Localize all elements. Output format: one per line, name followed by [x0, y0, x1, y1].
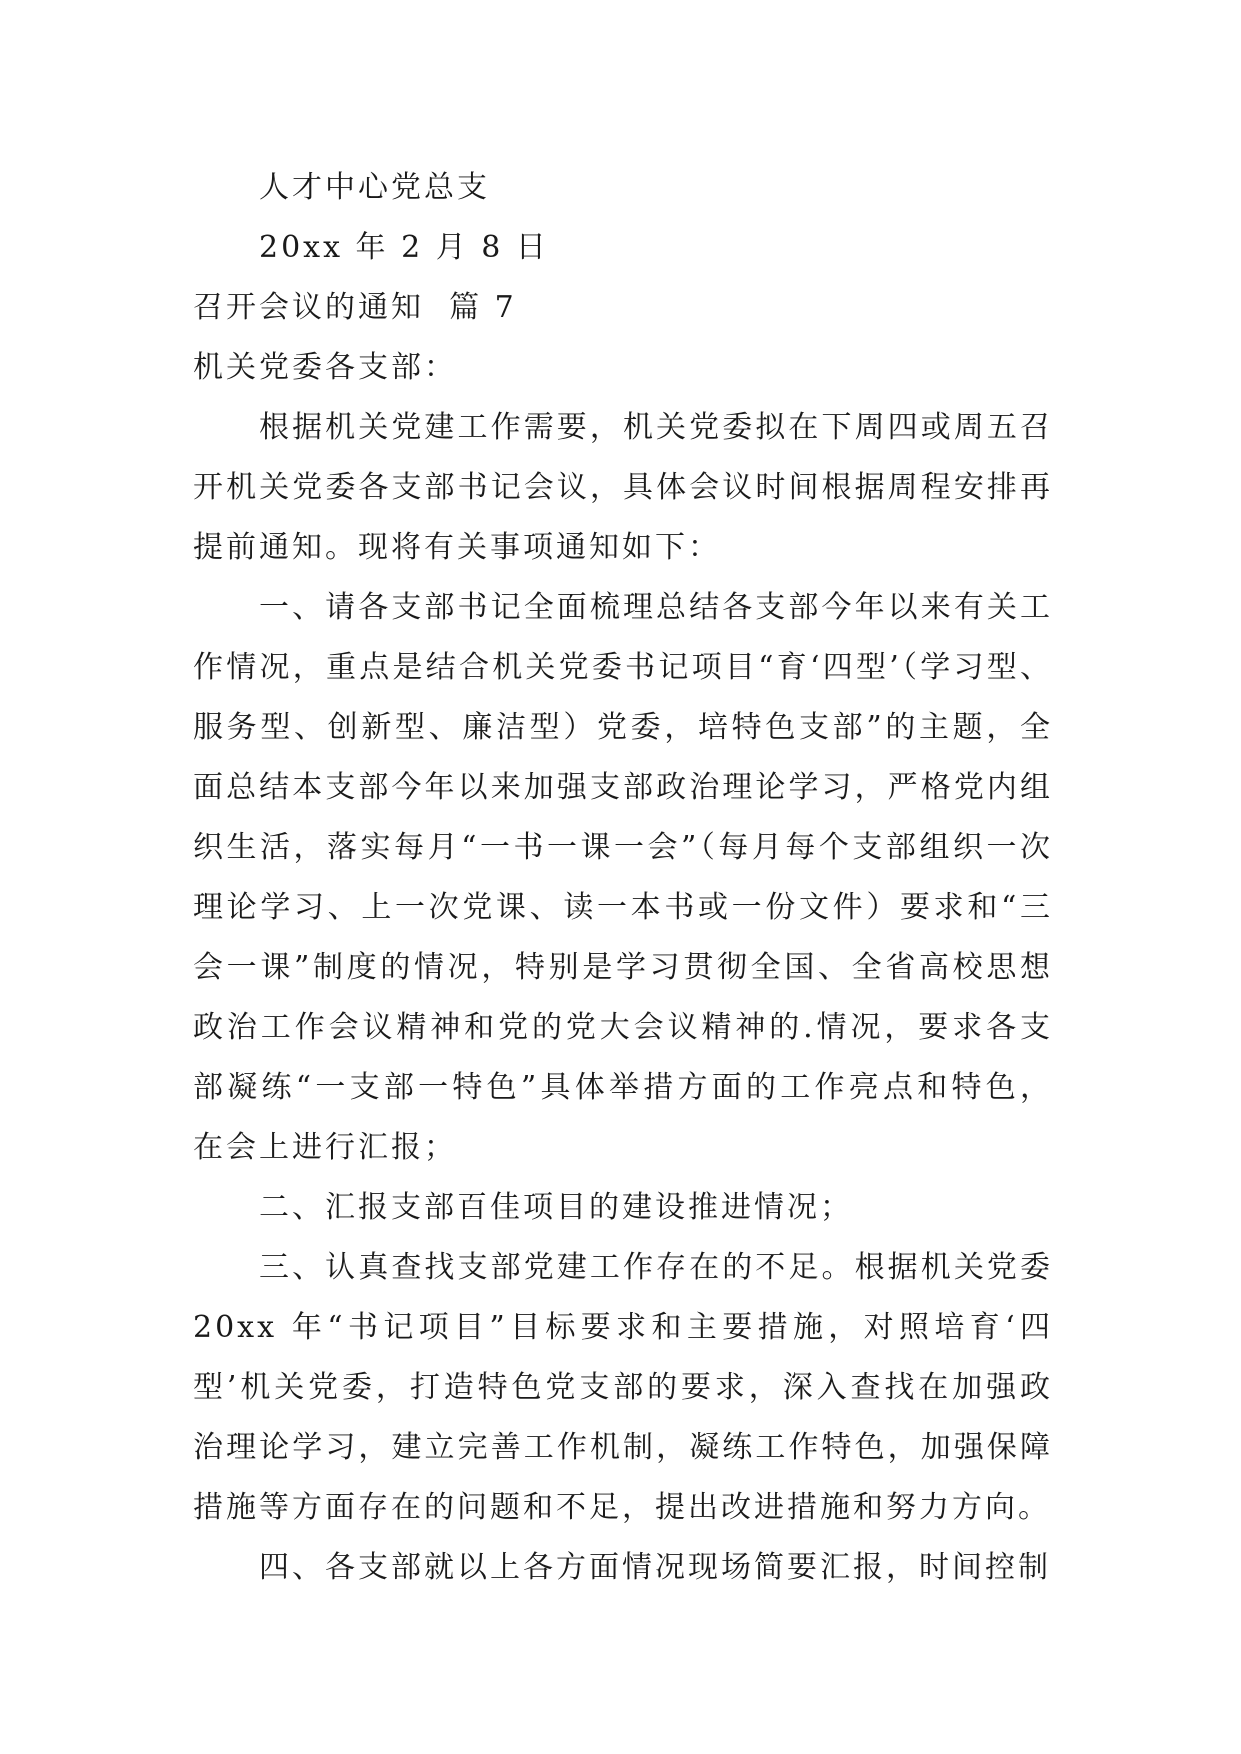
paragraph-item-4: 四、各支部就以上各方面情况现场简要汇报，时间控制	[259, 1550, 1051, 1585]
section-title: 召开会议的通知 篇 7	[193, 290, 517, 325]
paragraph-intro: 根据机关党建工作需要，机关党委拟在下周四或周五召开机关党委各支部书记会议，具体会议时间根据周程安排再提前通知。现将有关事项通知如下：	[193, 410, 1053, 565]
paragraph-item-3: 三、认真查找支部党建工作存在的不足。根据机关党委20xx 年“书记项目”目标要求和主要措施，对照培育‘四型’机关党委，打造特色党支部的要求，深入查找在加强政治理论学习，建立完善工作机制，凝练工作特色，加强保障措施等方面存在的问题和不足，提出改进措施和努力方向。	[193, 1250, 1053, 1525]
paragraph-item-1: 一、请各支部书记全面梳理总结各支部今年以来有关工作情况，重点是结合机关党委书记项目“育‘四型’（学习型、服务型、创新型、廉洁型）党委，培特色支部”的主题，全面总结本支部今年以来加强支部政治理论学习，严格党内组织生活，落实每月“一书一课一会”（每月每个支部组织一次理论学习、上一次党课、读一本书或一份文件）要求和“三会一课”制度的情况，特别是学习贯彻全国、全省高校思想政治工作会议精神和党的党大会议精神的.情况，要求各支部凝练“一支部一特色”具体举措方面的工作亮点和特色，在会上进行汇报；	[193, 590, 1053, 1165]
signature-date: 20xx 年 2 月 8 日	[259, 230, 549, 265]
paragraph-item-2: 二、汇报支部百佳项目的建设推进情况；	[259, 1190, 853, 1225]
signature-organization: 人才中心党总支	[259, 170, 490, 205]
document-body	[193, 158, 1053, 1598]
salutation: 机关党委各支部：	[193, 350, 457, 385]
